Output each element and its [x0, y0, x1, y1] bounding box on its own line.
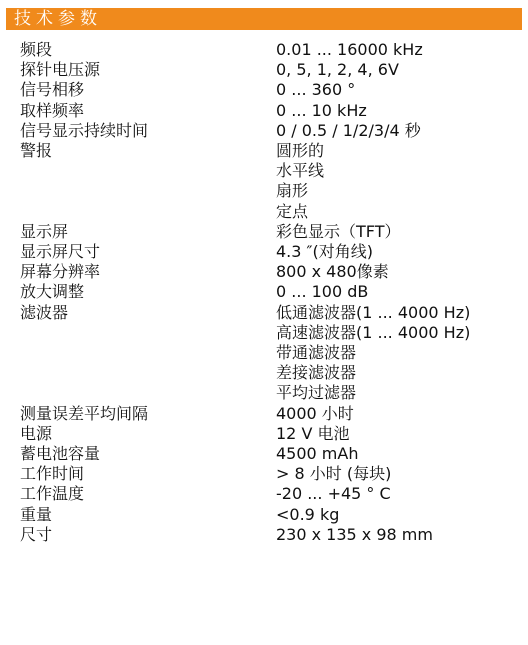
spec-value: 带通滤波器 — [276, 343, 357, 363]
spec-value: 平均过滤器 — [276, 383, 357, 403]
spec-value: 12 V 电池 — [276, 423, 350, 443]
spec-values — [276, 101, 525, 121]
spec-row — [20, 60, 525, 80]
spec-values — [276, 141, 525, 222]
spec-row — [20, 424, 525, 444]
spec-value: > 8 小时 (每块) — [276, 464, 392, 484]
spec-values — [276, 80, 525, 100]
spec-values — [276, 242, 525, 262]
spec-label: 尺寸 — [20, 524, 53, 544]
spec-value: 定点 — [276, 201, 309, 221]
spec-label: 信号显示持续时间 — [20, 120, 149, 140]
spec-values — [276, 444, 525, 464]
spec-value: 0, 5, 1, 2, 4, 6V — [276, 60, 399, 80]
spec-values — [276, 484, 525, 504]
spec-label: 屏幕分辨率 — [20, 262, 101, 282]
spec-label: 显示屏 — [20, 221, 69, 241]
spec-values — [276, 262, 525, 282]
spec-row — [20, 525, 525, 545]
spec-value: 水平线 — [276, 161, 325, 181]
spec-value: 低通滤波器(1 ... 4000 Hz) — [276, 302, 471, 322]
spec-values — [276, 303, 525, 404]
spec-label: 工作时间 — [20, 464, 85, 484]
spec-values — [276, 282, 525, 302]
spec-row — [20, 121, 525, 141]
spec-label: 取样频率 — [20, 100, 85, 120]
spec-value: -20 ... +45 ° C — [276, 484, 391, 504]
spec-value: <0.9 kg — [276, 504, 340, 524]
spec-values — [276, 40, 525, 60]
spec-row — [20, 303, 525, 404]
spec-label: 警报 — [20, 141, 53, 161]
spec-values — [276, 464, 525, 484]
spec-value: 圆形的 — [276, 141, 325, 161]
spec-row — [20, 484, 525, 504]
spec-value: 0 ... 100 dB — [276, 282, 369, 302]
spec-value: 4.3 ″(对角线) — [276, 242, 373, 262]
section-title: 技术参数 — [14, 9, 102, 29]
spec-row — [20, 40, 525, 60]
spec-value: 0 ... 360 ° — [276, 80, 356, 100]
spec-label: 电源 — [20, 423, 53, 443]
spec-row — [20, 101, 525, 121]
spec-label: 显示屏尺寸 — [20, 242, 101, 262]
spec-value: 0.01 ... 16000 kHz — [276, 40, 423, 59]
spec-values — [276, 525, 525, 545]
spec-values — [276, 60, 525, 80]
spec-row — [20, 80, 525, 100]
spec-label: 重量 — [20, 504, 53, 524]
spec-value: 4500 mAh — [276, 444, 359, 464]
spec-value: 0 / 0.5 / 1/2/3/4 秒 — [276, 120, 421, 140]
spec-label: 信号相移 — [20, 80, 85, 100]
spec-values — [276, 222, 525, 242]
spec-row — [20, 404, 525, 424]
spec-values — [276, 121, 525, 141]
spec-value: 4000 小时 — [276, 403, 354, 423]
spec-table — [20, 40, 525, 545]
spec-label: 滤波器 — [20, 302, 69, 322]
spec-label: 测量误差平均间隔 — [20, 403, 149, 423]
spec-value: 扇形 — [276, 181, 309, 201]
spec-row — [20, 282, 525, 302]
spec-label: 探针电压源 — [20, 60, 101, 80]
spec-label: 频段 — [20, 40, 53, 59]
spec-value: 800 x 480像素 — [276, 262, 389, 282]
spec-label: 蓄电池容量 — [20, 444, 101, 464]
spec-row — [20, 141, 525, 222]
spec-value: 彩色显示（TFT） — [276, 221, 401, 241]
spec-values — [276, 404, 525, 424]
spec-row — [20, 464, 525, 484]
spec-row — [20, 222, 525, 242]
spec-label: 放大调整 — [20, 282, 85, 302]
spec-value: 230 x 135 x 98 mm — [276, 524, 433, 544]
spec-value: 高速滤波器(1 ... 4000 Hz) — [276, 322, 471, 342]
spec-values — [276, 505, 525, 525]
spec-row — [20, 242, 525, 262]
section-header — [6, 8, 522, 30]
spec-values — [276, 424, 525, 444]
spec-row — [20, 444, 525, 464]
spec-value: 0 ... 10 kHz — [276, 100, 367, 120]
spec-row — [20, 505, 525, 525]
spec-label: 工作温度 — [20, 484, 85, 504]
spec-value: 差接滤波器 — [276, 363, 357, 383]
spec-row — [20, 262, 525, 282]
